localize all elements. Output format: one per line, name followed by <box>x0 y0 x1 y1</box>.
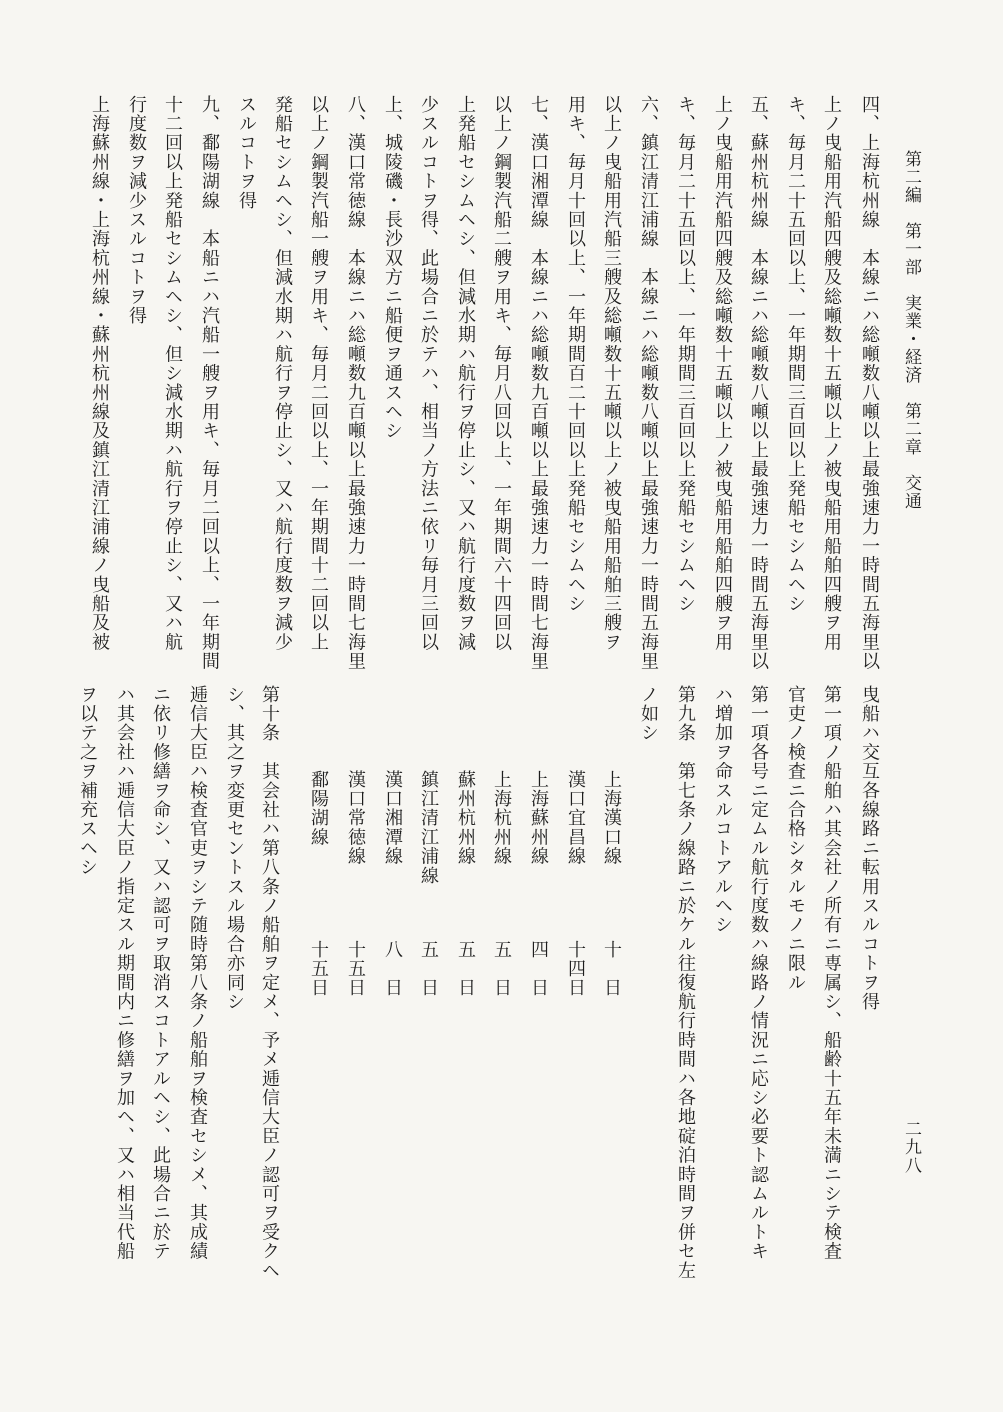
body-text-line: 五、蘇州杭州線 本線ニハ総噸数八噸以上最強速力一時間五海里以 <box>748 95 769 671</box>
body-text-line: キ、毎月二十五回以上、一年期間三百回以上発船セシムヘシ <box>785 95 806 614</box>
body-text-line: 上ノ曳船用汽船四艘及総噸数十五噸以上ノ被曳船用船舶四艘ヲ用 <box>712 95 733 652</box>
body-text-line: 七、漢口湘潭線 本線ニハ総噸数九百噸以上最強速力一時間七海里 <box>528 95 549 671</box>
body-text-line: 十二回以上発船セシムヘシ、但シ減水期ハ航行ヲ停止シ、又ハ航 <box>162 95 183 652</box>
body-text-line: 上発船セシムヘシ、但減水期ハ航行ヲ停止シ、又ハ航行度数ヲ減 <box>455 95 476 652</box>
route-name: 漢口宜昌線 <box>565 770 586 866</box>
body-text-line: シ、其之ヲ変更セントスル場合亦同シ <box>224 685 245 1012</box>
route-duration: 十四日 <box>565 940 586 998</box>
body-text-line: ノ如シ <box>638 685 659 743</box>
body-text-line: 以上ノ鋼製汽船一艘ヲ用キ、毎月二回以上、一年期間十二回以上 <box>308 95 329 652</box>
page-number: 二九八 <box>901 1120 921 1175</box>
route-duration: 五 日 <box>418 940 439 998</box>
route-name: 上海蘇州線 <box>528 770 549 866</box>
route-name: 鎮江清江浦線 <box>418 770 439 886</box>
body-text-line: 上、城陵磯・長沙双方ニ船便ヲ通スヘシ <box>382 95 403 441</box>
route-duration: 八 日 <box>382 940 403 998</box>
body-text-line: 第九条 第七条ノ線路ニ於ケル往復航行時間ハ各地碇泊時間ヲ併セ左 <box>675 685 696 1281</box>
route-duration: 五 日 <box>455 940 476 998</box>
route-name: 上海杭州線 <box>491 770 512 866</box>
body-text-line: ハ増加ヲ命スルコトアルヘシ <box>712 685 733 935</box>
body-text-line: ハ其会社ハ逓信大臣ノ指定スル期間内ニ修繕ヲ加ヘ、又ハ相当代船 <box>114 685 135 1261</box>
body-text-line: 以上ノ鋼製汽船二艘ヲ用キ、毎月八回以上、一年期間六十四回以 <box>491 95 512 652</box>
route-duration: 十五日 <box>345 940 366 998</box>
body-text-line: キ、毎月二十五回以上、一年期間三百回以上発船セシムヘシ <box>675 95 696 614</box>
route-name: 漢口常徳線 <box>345 770 366 866</box>
body-text-line: 官吏ノ検査ニ合格シタルモノニ限ル <box>785 685 806 993</box>
route-duration: 五 日 <box>491 940 512 998</box>
body-text-line: 発船セシムヘシ、但減水期ハ航行ヲ停止シ、又ハ航行度数ヲ減少 <box>272 95 293 652</box>
body-text-line: 第十条 其会社ハ第八条ノ船舶ヲ定メ、予メ逓信大臣ノ認可ヲ受クヘ <box>259 685 280 1281</box>
body-text-line: ニ依リ修繕ヲ命シ、又ハ認可ヲ取消スコトアルヘシ、此場合ニ於テ <box>150 685 171 1261</box>
body-text-line: 八、漢口常徳線 本線ニハ総噸数九百噸以上最強速力一時間七海里 <box>345 95 366 671</box>
body-text-line: 以上ノ曳船用汽船三艘及総噸数十五噸以上ノ被曳船用船舶三艘ヲ <box>601 95 622 652</box>
body-text-line: ヲ以テ之ヲ補充スヘシ <box>77 685 98 877</box>
body-text-line: 少スルコトヲ得、此場合ニ於テハ、相当ノ方法ニ依リ毎月三回以 <box>418 95 439 652</box>
route-name: 上海漢口線 <box>601 770 622 866</box>
body-text-line: 第一項各号ニ定ムル航行度数ハ線路ノ情況ニ応シ必要ト認ムルトキ <box>748 685 769 1261</box>
body-text-line: 上海蘇州線・上海杭州線・蘇州杭州線及鎮江清江浦線ノ曳船及被 <box>89 95 110 652</box>
body-text-line: 用キ、毎月十回以上、一年期間百二十回以上発船セシムヘシ <box>565 95 586 614</box>
body-text-line: 第一項ノ船舶ハ其会社ノ所有ニ専属シ、船齢十五年未満ニシテ検査 <box>821 685 842 1261</box>
route-duration: 十五日 <box>308 940 329 998</box>
running-header: 第二編 第一部 実業・経済 第二章 交通 <box>901 150 921 510</box>
body-text-line: 曳船ハ交互各線路ニ転用スルコトヲ得 <box>859 685 880 1012</box>
body-text-line: 九、鄱陽湖線 本船ニハ汽船一艘ヲ用キ、毎月二回以上、一年期間 <box>199 95 220 671</box>
body-text-line: 六、鎮江清江浦線 本線ニハ総噸数八噸以上最強速力一時間五海里 <box>638 95 659 671</box>
route-name: 漢口湘潭線 <box>382 770 403 866</box>
route-name: 鄱陽湖線 <box>308 770 329 847</box>
route-name: 蘇州杭州線 <box>455 770 476 866</box>
body-text-line: 上ノ曳船用汽船四艘及総噸数十五噸以上ノ被曳船用船舶四艘ヲ用 <box>821 95 842 652</box>
route-duration: 四 日 <box>528 940 549 998</box>
body-text-line: スルコトヲ得 <box>236 95 257 211</box>
body-text-line: 四、上海杭州線 本線ニハ総噸数八噸以上最強速力一時間五海里以 <box>859 95 880 671</box>
body-text-line: 行度数ヲ減少スルコトヲ得 <box>126 95 147 326</box>
route-duration: 十 日 <box>601 940 622 998</box>
body-text-line: 逓信大臣ハ検査官吏ヲシテ随時第八条ノ船舶ヲ検査セシメ、其成績 <box>187 685 208 1261</box>
